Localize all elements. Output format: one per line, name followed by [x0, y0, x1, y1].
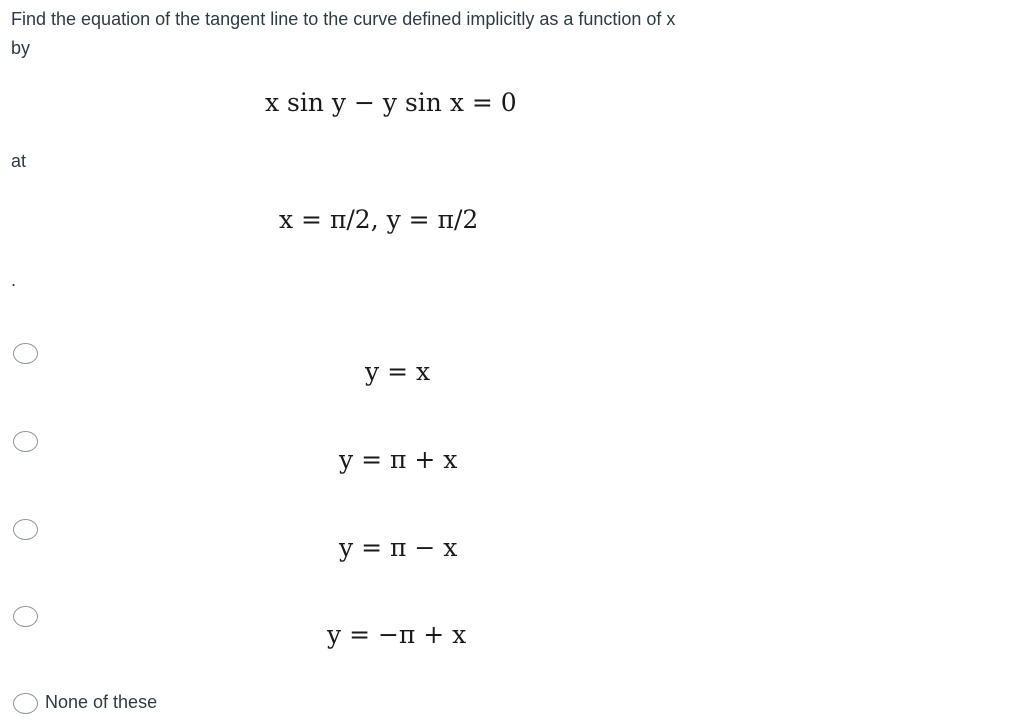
option-radio-e[interactable]: [13, 693, 38, 714]
option-label-c[interactable]: y = π − x: [339, 533, 458, 562]
option-label-e[interactable]: None of these: [45, 692, 158, 712]
point-of-tangency: x = π/2, y = π/2: [279, 205, 479, 234]
option-radio-b[interactable]: [13, 431, 38, 452]
question-text-line-1: Find the equation of the tangent line to the curve defined implicitly as a function of x: [11, 9, 676, 29]
option-label-d[interactable]: y = −π + x: [327, 620, 467, 649]
at-label: at: [11, 151, 27, 171]
option-radio-d[interactable]: [13, 606, 38, 627]
option-radio-a[interactable]: [13, 343, 38, 364]
option-radio-c[interactable]: [13, 519, 38, 540]
option-label-b[interactable]: y = π + x: [339, 445, 458, 474]
question-text-line-2: by: [11, 38, 31, 58]
curve-equation: x sin y − y sin x = 0: [265, 88, 517, 117]
trailing-period: .: [11, 270, 17, 290]
option-label-a[interactable]: y = x: [365, 357, 431, 386]
